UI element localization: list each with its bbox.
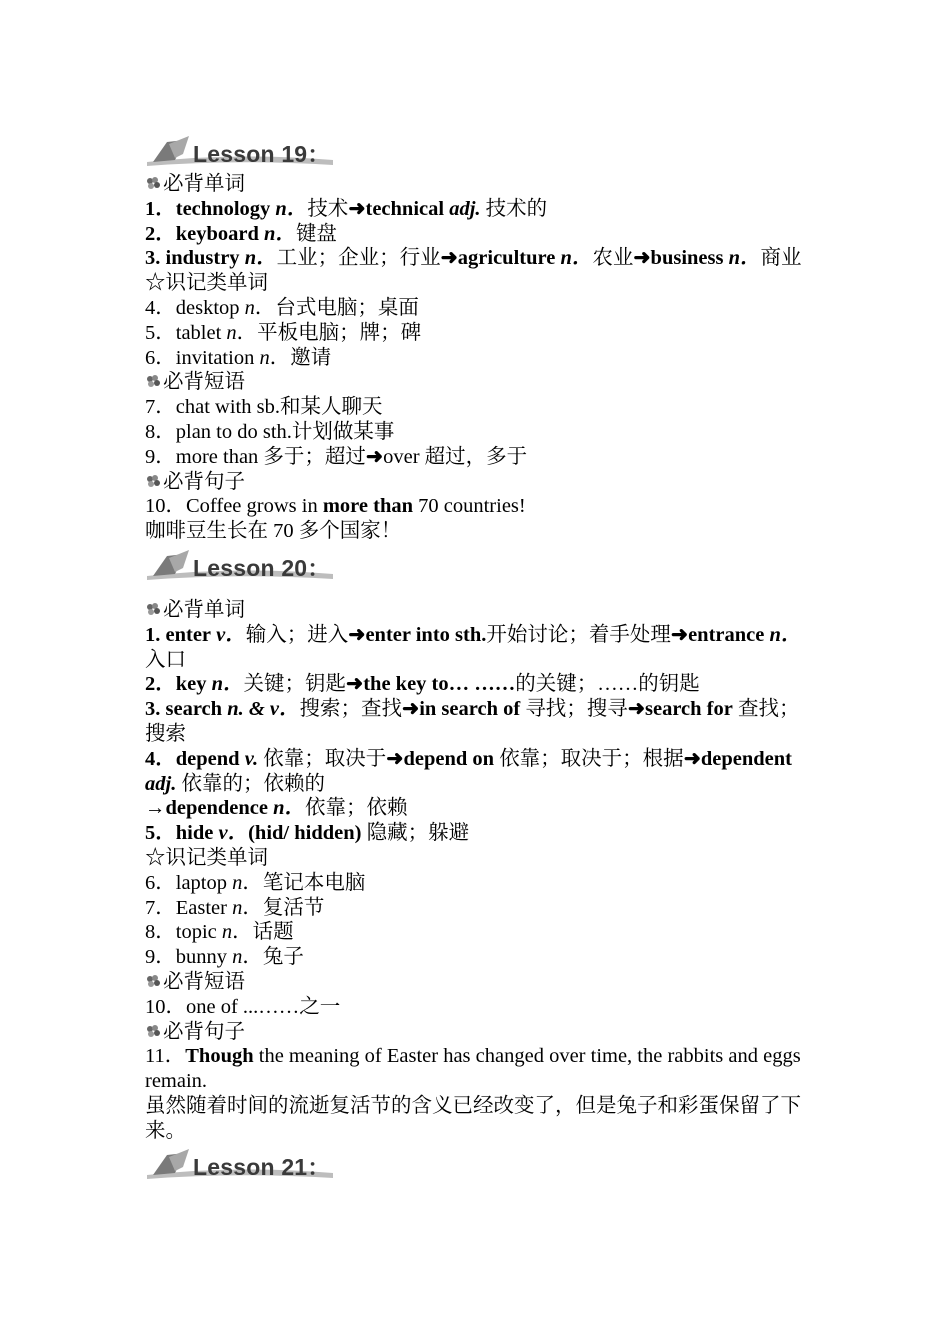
arrow-icon: ➜ bbox=[402, 698, 420, 721]
word-item-3: 3. industry n．工业；企业；行业➜agriculture n．农业➜business n．商业 bbox=[145, 247, 802, 270]
word-item-2: 2．key n．关键；钥匙➜the key to… ……的关键；……的钥匙 bbox=[145, 673, 700, 696]
word-item-2: 2．keyboard n．键盘 bbox=[145, 222, 337, 245]
section-recognition-words: ☆识记类单词 bbox=[145, 846, 268, 869]
word-item-1: 1．technology n．技术➜technical adj. 技术的 bbox=[145, 197, 548, 220]
flower-bullet-icon bbox=[145, 374, 162, 389]
phrase-item-9: 9．more than 多于；超过➜over 超过，多于 bbox=[145, 445, 528, 468]
arrow-icon: → bbox=[145, 797, 166, 820]
arrow-icon: ➜ bbox=[348, 197, 366, 220]
word-item-3: 3. search n. & v．搜索；查找➜in search of 寻找；搜寻➜search for 查找；搜索 bbox=[145, 698, 800, 745]
phrase-item-10: 10．one of ...……之一 bbox=[145, 995, 341, 1018]
document-body bbox=[145, 130, 807, 1185]
arrow-icon: ➜ bbox=[683, 747, 701, 770]
recog-item-7: 7．Easter n．复活节 bbox=[145, 896, 325, 919]
recog-item-6: 6．invitation n．邀请 bbox=[145, 346, 332, 369]
lesson-20-header bbox=[145, 546, 807, 582]
lesson-21-header bbox=[145, 1145, 807, 1181]
sentence-item-10: 10．Coffee grows in more than 70 countries! bbox=[145, 495, 526, 518]
section-required-words: 必背单词 bbox=[145, 172, 807, 197]
lesson-19-title: Lesson 19： bbox=[193, 141, 331, 167]
flower-bullet-icon bbox=[145, 602, 162, 617]
arrow-icon: ➜ bbox=[386, 747, 404, 770]
sentence-item-10-translation: 咖啡豆生长在 70 多个国家！ bbox=[145, 520, 402, 543]
flower-bullet-icon bbox=[145, 1024, 162, 1039]
section-required-sentences: 必背句子 bbox=[145, 470, 807, 495]
section-required-sentences: 必背句子 bbox=[145, 1020, 807, 1045]
recog-item-8: 8．topic n．话题 bbox=[145, 921, 294, 944]
section-required-phrases: 必背短语 bbox=[145, 970, 807, 995]
flower-bullet-icon bbox=[145, 176, 162, 191]
phrase-item-7: 7．chat with sb.和某人聊天 bbox=[145, 396, 383, 419]
recog-item-9: 9．bunny n．兔子 bbox=[145, 946, 304, 969]
section-required-phrases: 必背短语 bbox=[145, 370, 807, 395]
recog-item-6: 6．laptop n．笔记本电脑 bbox=[145, 871, 366, 894]
arrow-icon: ➜ bbox=[365, 445, 384, 468]
word-item-5: 5．hide v．(hid/ hidden) 隐藏；躲避 bbox=[145, 822, 470, 845]
arrow-icon: ➜ bbox=[670, 623, 689, 646]
recog-item-4: 4．desktop n．台式电脑；桌面 bbox=[145, 296, 419, 319]
phrase-item-8: 8．plan to do sth.计划做某事 bbox=[145, 420, 395, 443]
lesson-21-title: Lesson 21： bbox=[193, 1154, 331, 1181]
flower-bullet-icon bbox=[145, 974, 162, 989]
arrow-icon: ➜ bbox=[440, 247, 458, 270]
arrow-icon: ➜ bbox=[633, 247, 651, 270]
lesson-19-header bbox=[145, 132, 807, 168]
recog-item-5: 5．tablet n．平板电脑；牌；碑 bbox=[145, 321, 422, 344]
word-item-4: 4．depend v. 依靠；取决于➜depend on 依靠；取决于；根据➜dependent adj. 依靠的；依赖的 →dependence n．依靠；依赖 bbox=[145, 747, 793, 820]
sentence-item-11: 11．Though the meaning of Easter has changed over time, the rabbits and eggs remain. bbox=[145, 1045, 801, 1093]
sentence-item-11-translation: 虽然随着时间的流逝复活节的含义已经改变了，但是兔子和彩蛋保留了下来。 bbox=[145, 1094, 801, 1142]
arrow-icon: ➜ bbox=[348, 623, 366, 646]
section-recognition-words: ☆识记类单词 bbox=[145, 272, 268, 295]
flower-bullet-icon bbox=[145, 474, 162, 489]
arrow-icon: ➜ bbox=[627, 698, 645, 721]
word-item-1: 1. enter v．输入；进入➜enter into sth.开始讨论；着手处理➜entrance n．入口 bbox=[145, 623, 802, 671]
lesson-20-title: Lesson 20： bbox=[193, 554, 331, 581]
section-required-words: 必背单词 bbox=[145, 598, 807, 623]
arrow-icon: ➜ bbox=[346, 673, 364, 696]
